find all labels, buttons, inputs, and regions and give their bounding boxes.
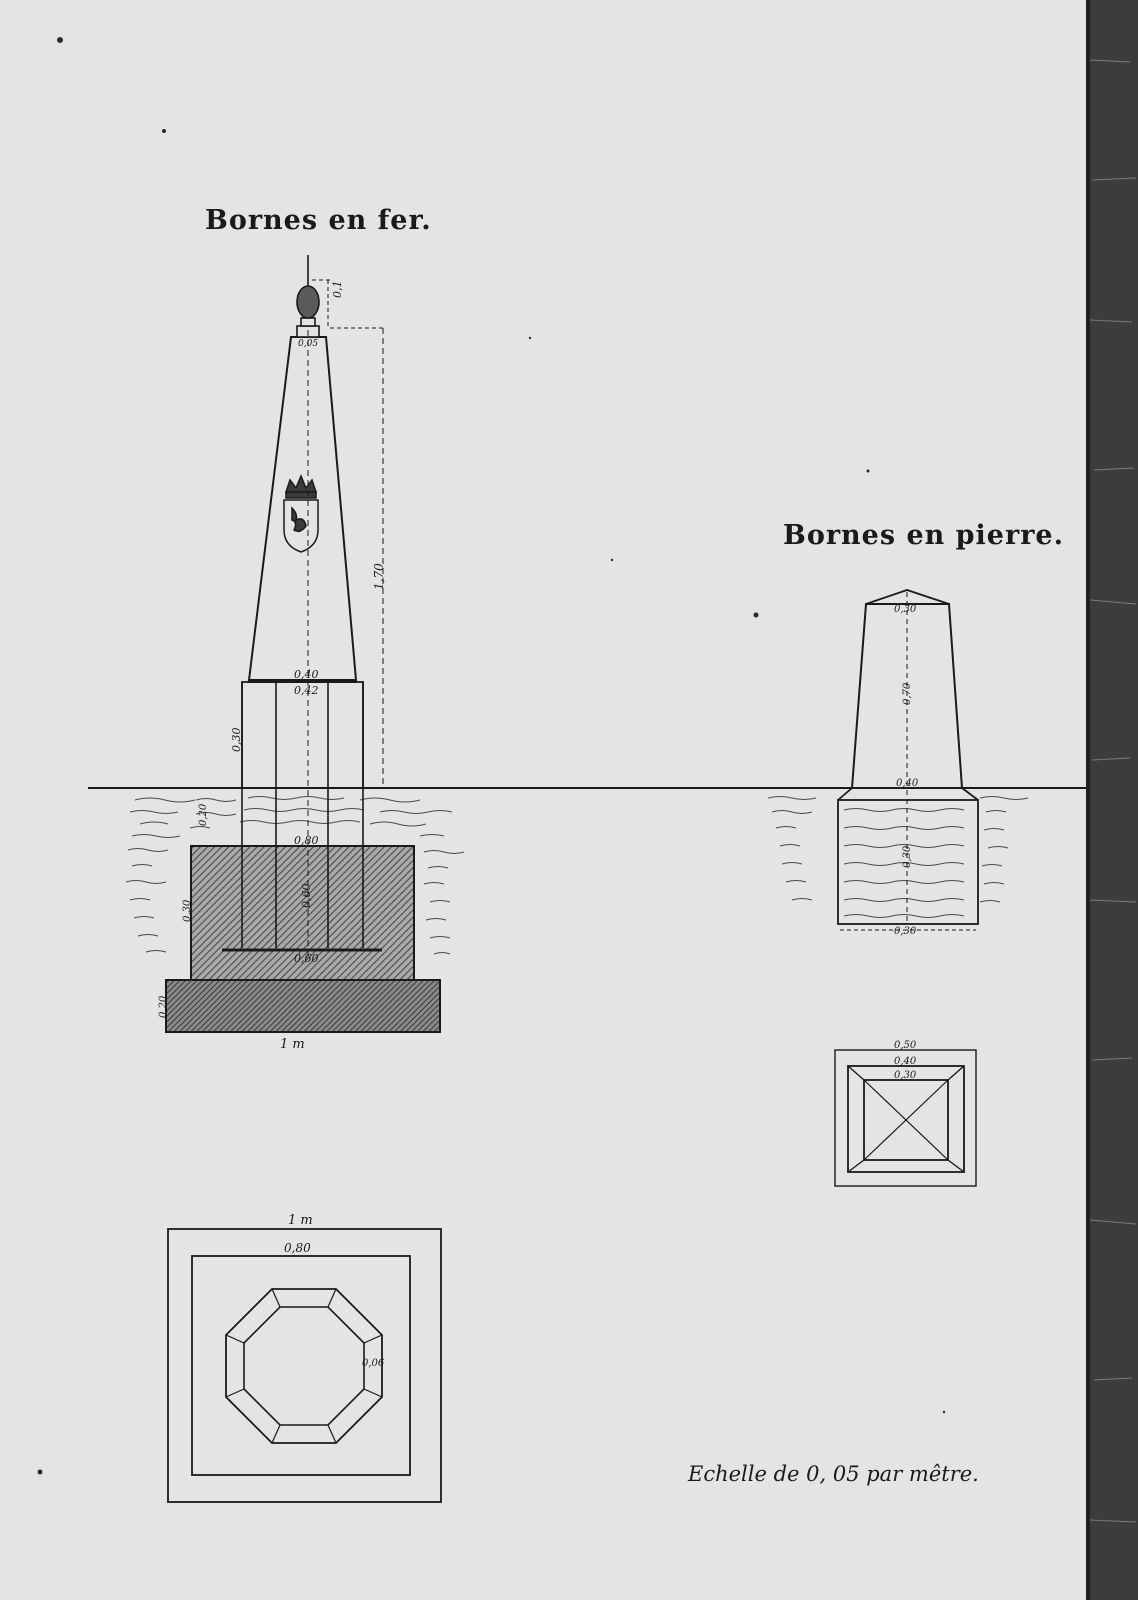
dim-iron-block-w: 0,80 (294, 834, 319, 847)
paper-specks (38, 37, 946, 1475)
stone-markers-title: Bornes en pierre. (783, 520, 1065, 551)
dim-iron-footing-h: 0,20 (158, 995, 169, 1018)
dim-iron-block-h: 0,30 (182, 899, 193, 922)
stone-marker-elevation (768, 590, 1028, 937)
dim-stone-ground: 0,40 (896, 778, 919, 789)
dim-stone-plan-outer: 0,50 (894, 1040, 917, 1051)
iron-shaft (249, 337, 356, 680)
dim-stone-plan-middle: 0,40 (894, 1056, 917, 1067)
stone-soil (768, 797, 1028, 918)
dim-iron-footing-w: 1 m (280, 1037, 305, 1052)
iron-collar (242, 682, 363, 788)
dim-iron-soil: 0,20 (198, 803, 209, 826)
dim-stone-buried: 0,30 (902, 845, 913, 868)
dim-iron-block-inner: 0,60 (300, 883, 313, 908)
dim-stone-top: 0,30 (894, 604, 917, 615)
dim-stone-base: 0,30 (894, 926, 917, 937)
scale-caption: Echelle de 0, 05 par mêtre. (688, 1462, 979, 1486)
dim-iron-plan-outer: 1 m (288, 1213, 313, 1228)
iron-marker-plan (168, 1229, 441, 1502)
dim-iron-shaft-base: 0,40 (294, 668, 319, 681)
dim-iron-tip: 0,05 (298, 339, 319, 349)
dim-iron-collar-h: 0,30 (230, 727, 243, 752)
dim-iron-finial: 0,1 (331, 280, 344, 298)
dim-iron-block-bottom: 0,60 (294, 952, 319, 965)
dim-iron-collar: 0,42 (294, 684, 319, 697)
iron-footing (166, 980, 440, 1032)
dim-iron-plan-octagon: 0,06 (362, 1358, 385, 1369)
iron-markers-title: Bornes en fer. (205, 205, 432, 236)
iron-marker-elevation (126, 255, 464, 1052)
scan-edge (1086, 0, 1138, 1600)
iron-finial (297, 255, 319, 337)
dim-iron-height: 1,70 (372, 563, 386, 590)
dim-iron-plan-inner: 0,80 (284, 1241, 311, 1255)
dim-stone-plan-inner: 0,30 (894, 1070, 917, 1081)
dim-stone-shaft: 0,70 (902, 682, 913, 705)
